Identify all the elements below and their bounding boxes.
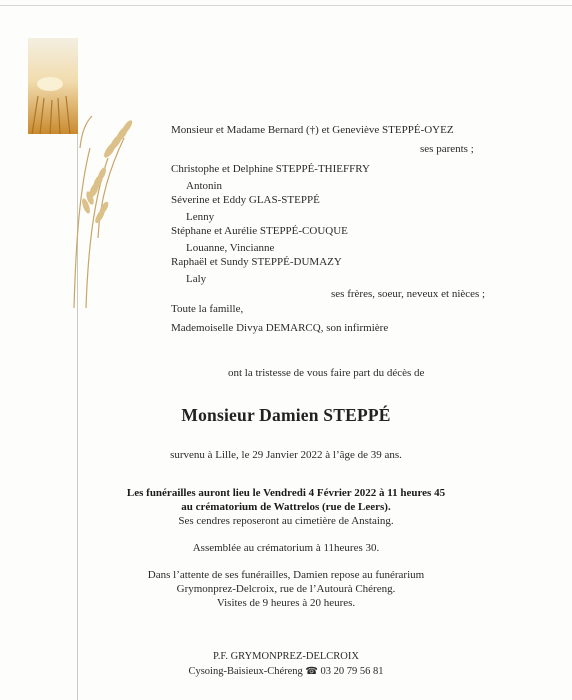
sibling-children-4: Laly [186,273,207,285]
parents-role: ses parents ; [420,143,474,155]
nurse-line: Mademoiselle Divya DEMARCQ, son infirmière [171,322,389,334]
announcement-intro: ont la tristesse de vous faire part du décès de [228,367,425,379]
sibling-couple-3: Stéphane et Aurélie STEPPÉ-COUQUE [171,225,348,237]
sibling-couple-1: Christophe et Delphine STEPPÉ-THIEFFRY [171,163,370,175]
death-details: survenu à Lille, le 29 Janvier 2022 à l’âge de 39 ans. [170,449,402,461]
rest-line-1: Dans l’attente de ses funérailles, Damien repose au funérarium [147,569,425,581]
parents-line: Monsieur et Madame Bernard (†) et Geneviève STEPPÉ-OYEZ [171,124,454,136]
sibling-couple-4: Raphaël et Sundy STEPPÉ-DUMAZY [171,256,342,268]
rest-line-2: Grymonprez-Delcroix, rue de l’Autourà Chéreng. [176,583,396,595]
top-border [0,5,572,6]
funeral-line-3: Ses cendres reposeront au cimetière de Anstaing. [178,515,394,527]
sibling-children-2: Lenny [186,211,215,223]
siblings-role: ses frères, soeur, neveux et nièces ; [331,288,486,300]
whole-family: Toute la famille, [171,303,244,315]
sibling-couple-2: Séverine et Eddy GLAS-STEPPÉ [171,194,320,206]
funeral-line-2: au crématorium de Wattrelos (rue de Leers). [181,501,391,513]
funeral-home-address: Cysoing-Baisieux-Chéreng [188,666,303,677]
funeral-home-contact [0,665,572,679]
funeral-home-name: P.F. GRYMONPREZ-DELCROIX [213,651,359,662]
assembly-line: Assemblée au crématorium à 11heures 30. [192,542,380,554]
funeral-home-phone: 03 20 79 56 81 [320,666,384,677]
deceased-name: Monsieur Damien STEPPÉ [181,405,391,425]
funeral-line-1: Les funérailles auront lieu le Vendredi 4 Février 2022 à 11 heures 45 [126,487,446,499]
telephone-icon: ☎ [305,666,318,677]
rest-line-3: Visites de 9 heures à 20 heures. [216,597,356,609]
sibling-children-1: Antonin [186,180,223,192]
sibling-children-3: Louanne, Vincianne [186,242,275,254]
wheat-illustration [28,38,140,308]
